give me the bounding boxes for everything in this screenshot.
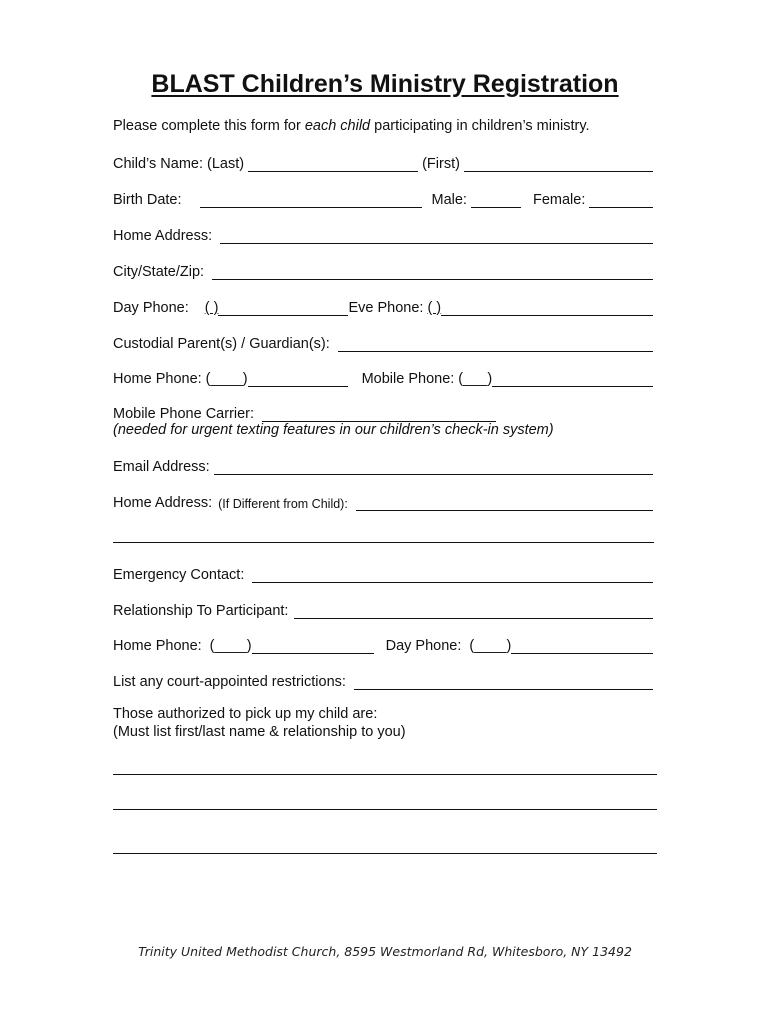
emergency-home-phone-area-code[interactable]: (____) [209,638,252,654]
eve-phone-area-code[interactable]: ( ) [427,300,442,316]
custodial-parent-field[interactable] [338,337,653,352]
emergency-day-phone-area-code[interactable]: (____) [469,638,512,654]
restrictions-field[interactable] [354,675,653,690]
home-address-label: Home Address: [113,228,213,244]
relationship-label: Relationship To Participant: [113,603,289,619]
email-label: Email Address: [113,459,210,475]
emergency-contact-row [113,563,657,583]
parent-address-extra-line[interactable] [113,542,654,543]
form-title: BLAST Children’s Ministry Registration [151,70,619,98]
female-field[interactable] [589,193,653,208]
parent-home-phone-field[interactable] [248,372,348,387]
intro-emphasis: each child [304,118,371,134]
mobile-phone-area-code[interactable]: (___) [458,371,493,387]
pickup-label: Those authorized to pick up my child are: [113,706,378,722]
pickup-line-1[interactable] [113,774,657,775]
emergency-day-phone-field[interactable] [511,639,653,654]
parent-address-label: Home Address: [113,495,213,511]
parent-home-phone-area-code[interactable]: (____) [205,371,248,387]
emergency-home-phone-field[interactable] [252,639,374,654]
eve-phone-label: Eve Phone: [348,300,424,316]
home-address-row [113,224,657,244]
city-state-zip-row [113,260,657,280]
city-state-zip-field[interactable] [212,265,653,280]
child-first-name-field[interactable] [464,157,653,172]
emergency-home-phone-label: Home Phone: [113,638,202,654]
child-name-row [113,152,657,172]
emergency-contact-label: Emergency Contact: [113,567,245,583]
parent-address-field[interactable] [356,496,653,511]
restrictions-label: List any court-appointed restrictions: [113,674,346,690]
restrictions-row [113,670,657,690]
day-phone-label: Day Phone: [113,300,189,316]
relationship-row [113,599,657,619]
birth-date-label: Birth Date: [113,192,182,208]
birth-date-row [113,188,657,208]
email-field[interactable] [214,460,653,475]
relationship-field[interactable] [294,604,653,619]
eve-phone-field[interactable] [441,301,653,316]
child-first-name-label: (First) [422,156,460,172]
intro-text [113,118,590,134]
footer-address: Trinity United Methodist Church, 8595 Westmorland Rd, Whitesboro, NY 13492 [138,944,632,959]
pickup-note: (Must list first/last name & relationship to you) [113,724,406,740]
birth-date-field[interactable] [200,193,422,208]
mobile-phone-field[interactable] [492,372,653,387]
child-last-name-field[interactable] [248,157,418,172]
pickup-line-2[interactable] [113,809,657,810]
home-address-field[interactable] [220,229,653,244]
custodial-parent-row [113,332,657,352]
emergency-phone-row [113,634,657,654]
child-phone-row [113,296,657,316]
custodial-parent-label: Custodial Parent(s) / Guardian(s): [113,336,330,352]
carrier-label: Mobile Phone Carrier: [113,406,255,422]
day-phone-area-code[interactable]: ( ) [204,300,219,316]
carrier-note: (needed for urgent texting features in our children’s check-in system) [113,422,554,438]
carrier-row [113,402,657,422]
male-label: Male: [431,192,467,208]
day-phone-field[interactable] [218,301,348,316]
intro-after: participating in children’s ministry. [370,118,590,134]
mobile-phone-label: Mobile Phone: [361,371,455,387]
carrier-field[interactable] [262,407,496,422]
emergency-contact-field[interactable] [252,568,653,583]
emergency-day-phone-label: Day Phone: [385,638,462,654]
email-row [113,455,657,475]
intro-before: Please complete this form for [113,118,305,134]
parent-address-row [113,491,657,511]
parent-address-qualifier: (If Different from Child): [218,497,348,511]
male-field[interactable] [471,193,521,208]
parent-home-phone-label: Home Phone: [113,371,202,387]
female-label: Female: [532,192,586,208]
parent-phone-row [113,367,657,387]
city-state-zip-label: City/State/Zip: [113,264,205,280]
child-last-name-label: Child’s Name: (Last) [113,156,245,172]
pickup-line-3[interactable] [113,853,657,854]
